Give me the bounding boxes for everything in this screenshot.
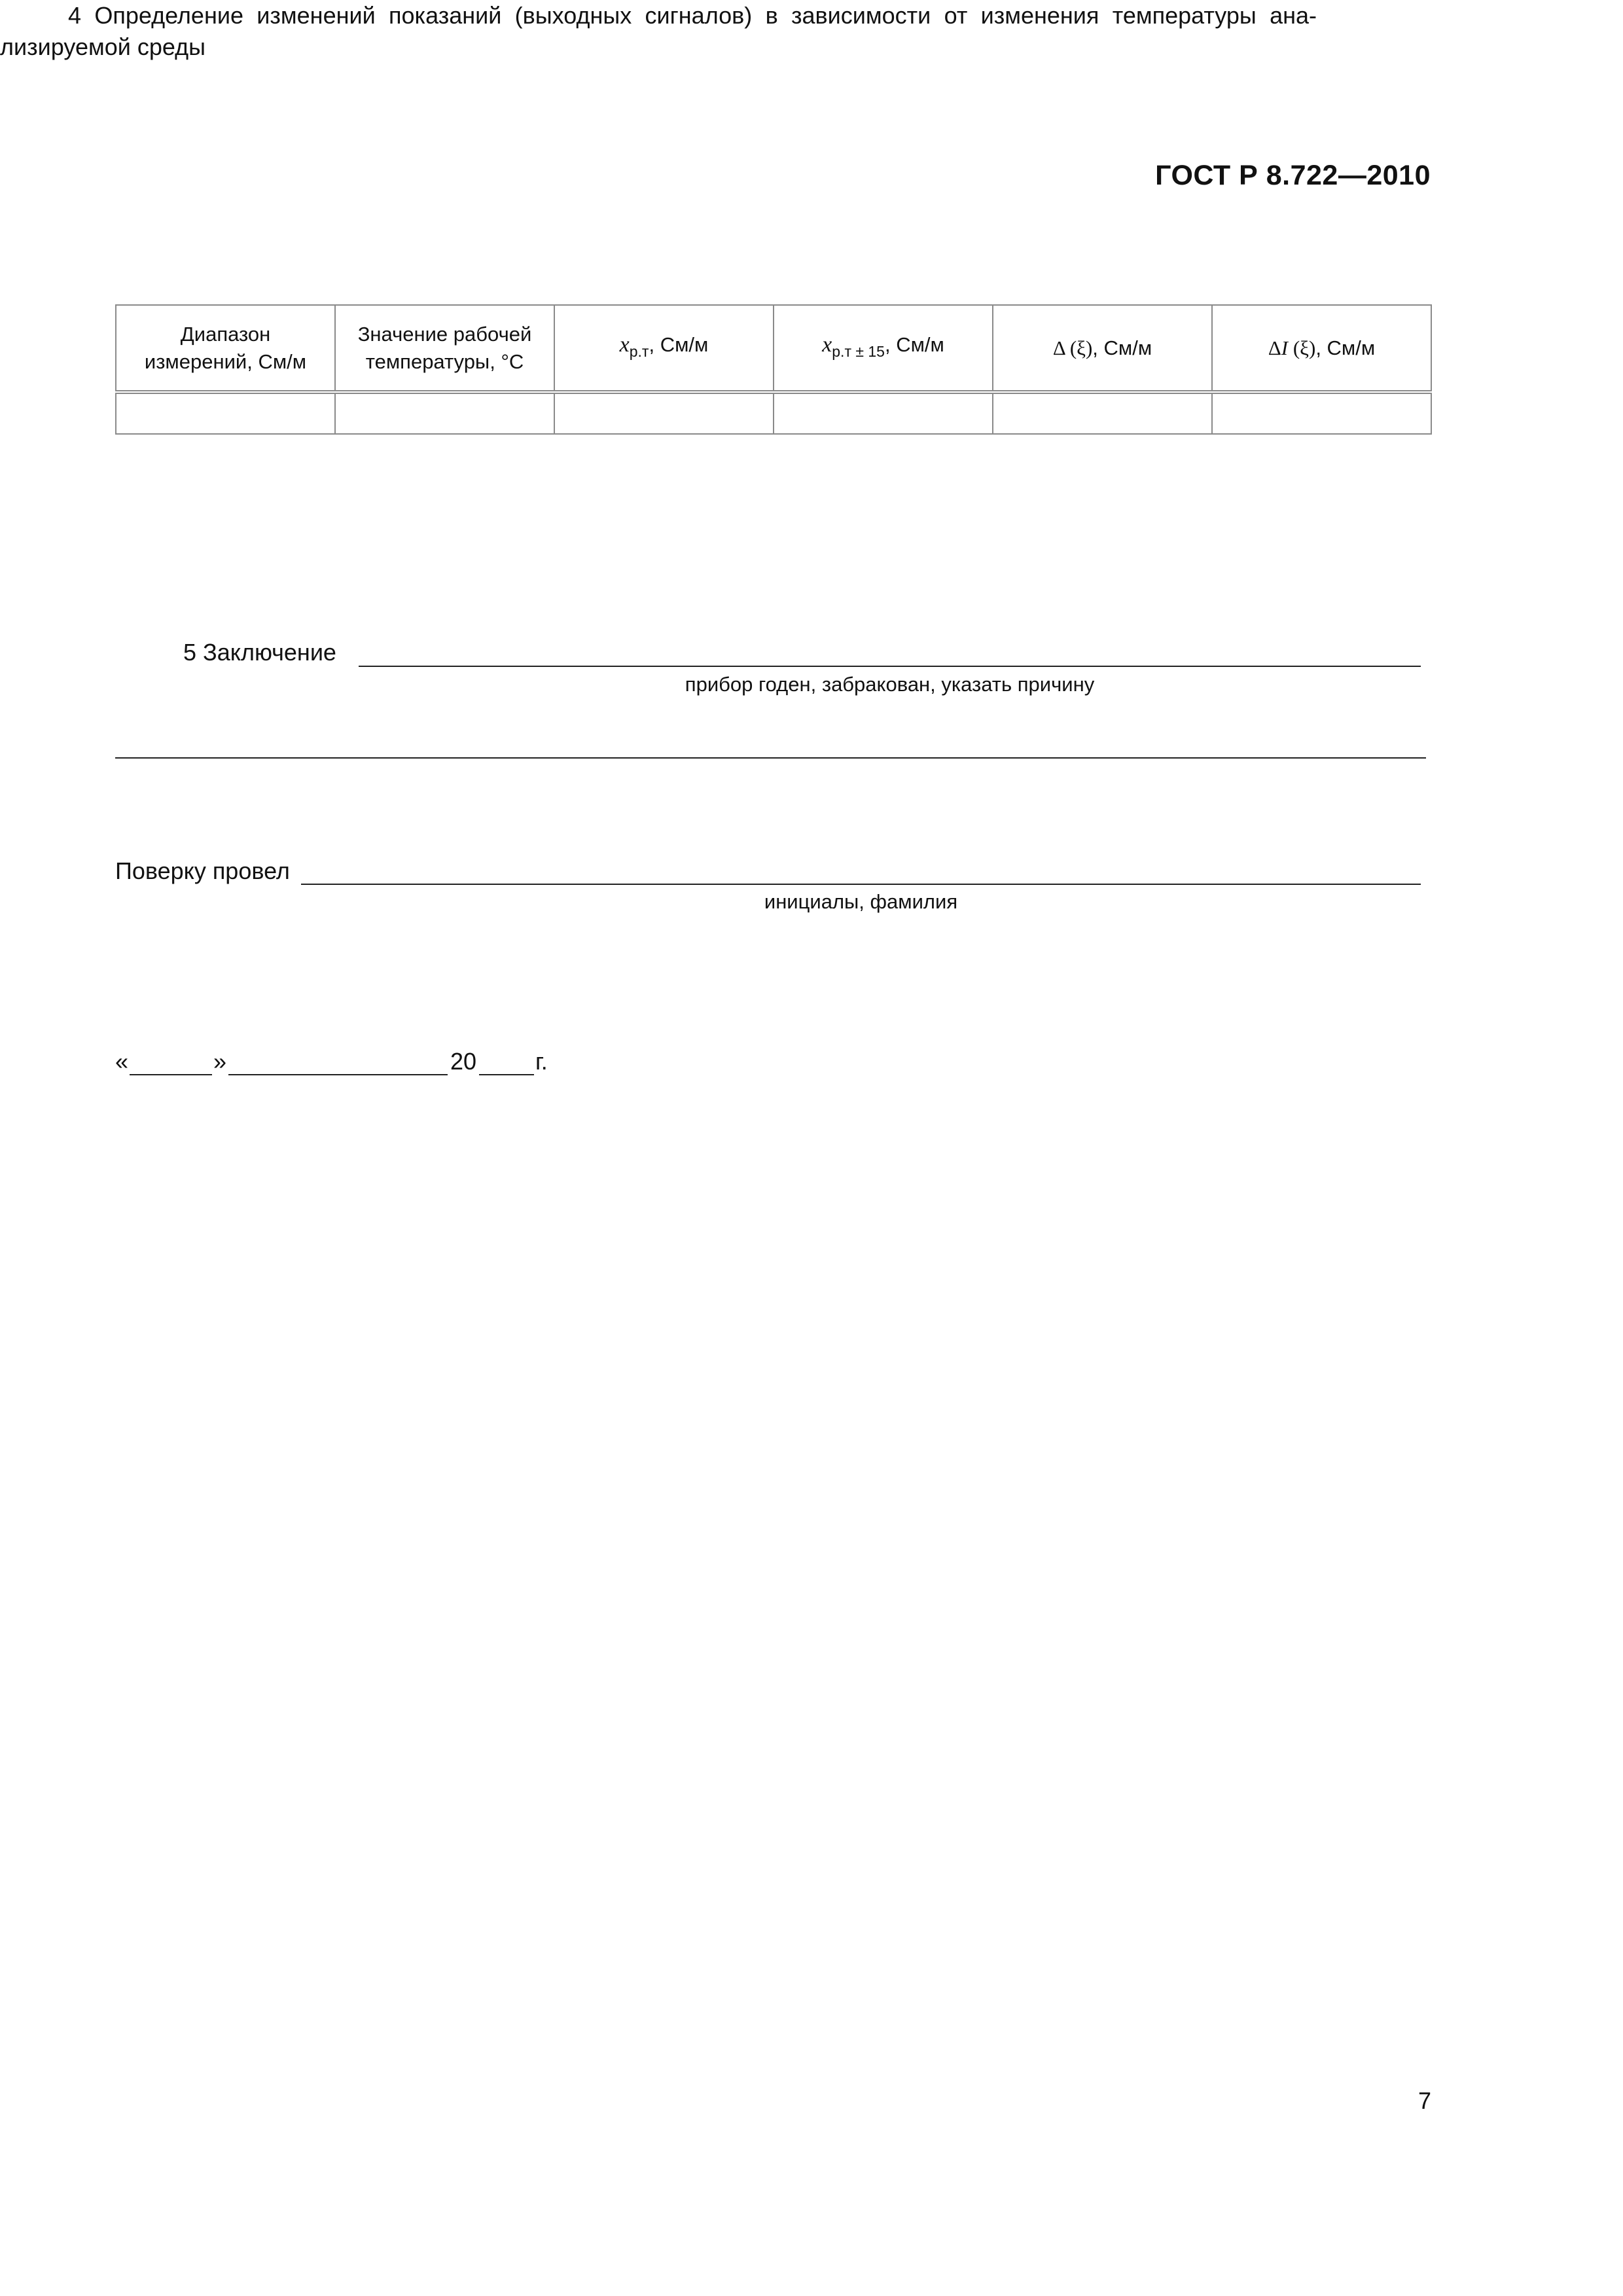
page-number: 7 <box>1418 2087 1431 2114</box>
verifier-label: Поверку провел <box>115 857 290 884</box>
section-4-heading <box>0 0 1317 63</box>
table-cell[interactable] <box>774 392 993 434</box>
conclusion-label: 5 Заключение <box>183 639 336 666</box>
table-row <box>116 392 1431 434</box>
header-delta-i-xi: ΔI (ξ), См/м <box>1212 305 1431 392</box>
verifier-hint: инициалы, фамилия <box>764 890 958 913</box>
document-code: ГОСТ Р 8.722—2010 <box>1155 160 1431 191</box>
table-cell[interactable] <box>554 392 774 434</box>
measurement-table <box>115 304 1432 435</box>
date-year-field[interactable] <box>479 1074 534 1075</box>
date-month-field[interactable] <box>228 1074 448 1075</box>
date-year-prefix: 20 <box>450 1048 477 1075</box>
conclusion-field[interactable] <box>359 666 1421 667</box>
header-working-temperature: Значение рабочей температуры, °С <box>335 305 554 392</box>
table-header-row <box>116 305 1431 392</box>
header-delta-xi: Δ (ξ), См/м <box>993 305 1212 392</box>
conclusion-hint: прибор годен, забракован, указать причину <box>685 673 1095 696</box>
section-4-text-line-2: лизируемой среды <box>0 33 205 60</box>
header-x-rt-15: $x_{р.т \pm 15}$, См/м <box>774 305 993 392</box>
date-close-quote: » <box>213 1048 227 1075</box>
header-measurement-range: Диапазон измерений, См/м <box>116 305 335 392</box>
table-cell[interactable] <box>1212 392 1431 434</box>
table-cell[interactable] <box>116 392 335 434</box>
verifier-field[interactable] <box>301 884 1421 885</box>
header-x-rt: $x_{р.т}$, См/м <box>554 305 774 392</box>
table-cell[interactable] <box>335 392 554 434</box>
conclusion-continuation-field[interactable] <box>115 757 1426 759</box>
date-day-field[interactable] <box>130 1074 212 1075</box>
section-4-text-line-1: 4 Определение изменений показаний (выходных сигналов) в зависимости от изменения температуры ана- <box>68 2 1317 29</box>
table-cell[interactable] <box>993 392 1212 434</box>
date-open-quote: « <box>115 1048 129 1075</box>
date-year-suffix: г. <box>535 1048 548 1075</box>
